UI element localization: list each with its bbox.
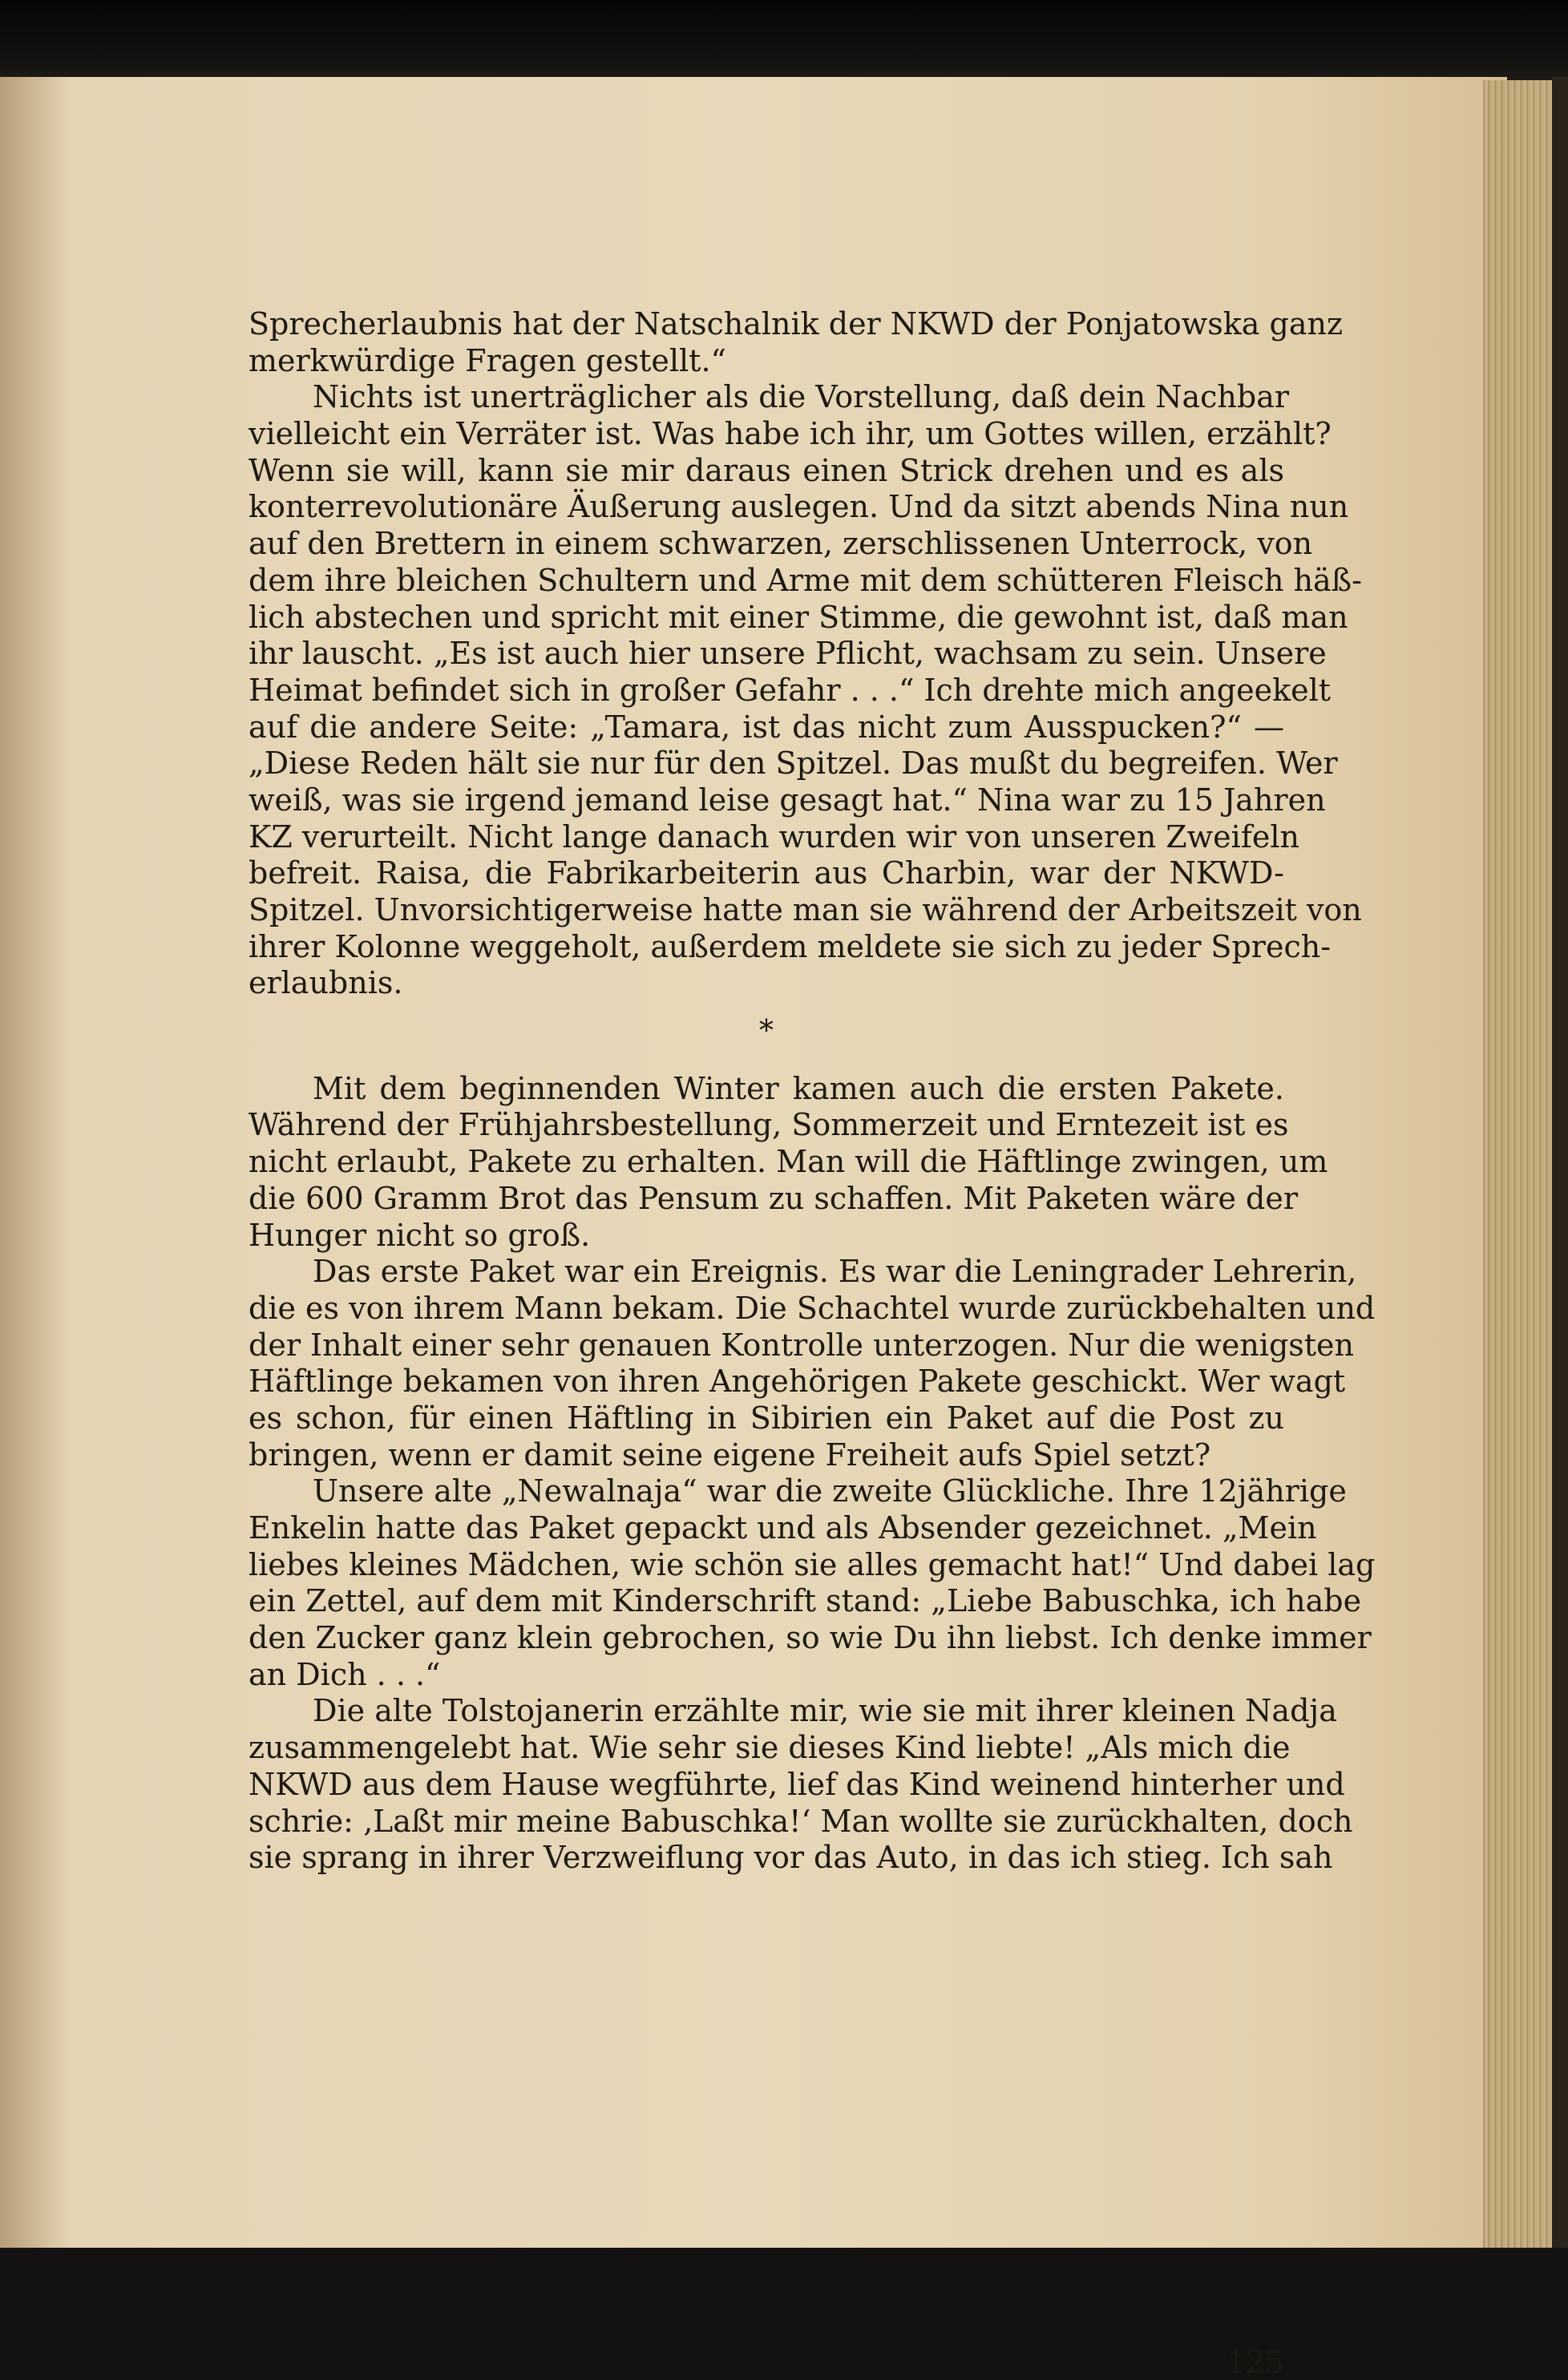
text-line: konterrevolutionäre Äußerung auslegen. Und da sitzt abends Nina nun: [249, 489, 1349, 525]
text-line: lich abstechen und spricht mit einer Stimme, die gewohnt ist, daß man: [249, 599, 1348, 635]
page-edges: [1483, 80, 1557, 2248]
text-line: Heimat befindet sich in großer Gefahr . . .“ Ich drehte mich angeekelt: [249, 672, 1332, 708]
text-line: ein Zettel, auf dem mit Kinderschrift stand: „Liebe Babuschka, ich habe: [249, 1583, 1362, 1619]
text-line: an Dich . . .“: [249, 1656, 441, 1692]
scanner-background: [0, 0, 1568, 80]
text-line: die es von ihrem Mann bekam. Die Schachtel wurde zurückbehalten und: [249, 1290, 1376, 1326]
text-line: vielleicht ein Verräter ist. Was habe ich ihr, um Gottes willen, erzählt?: [249, 416, 1332, 452]
text-line: Sprecherlaubnis hat der Natschalnik der NKWD der Ponjatowska ganz: [249, 306, 1343, 341]
text-line: der Inhalt einer sehr genauen Kontrolle unterzogen. Nur die wenigsten: [249, 1327, 1355, 1363]
text-line: nicht erlaubt, Pakete zu erhalten. Man will die Häftlinge zwingen, um: [249, 1144, 1328, 1180]
text-line: merkwürdige Fragen gestellt.“: [249, 342, 726, 378]
cover-edge: [1552, 77, 1568, 2248]
text-line: „Diese Reden hält sie nur für den Spitzel. Das mußt du begreifen. Wer: [249, 746, 1338, 782]
text-line: Während der Frühjahrsbestellung, Sommerzeit und Erntezeit ist es: [249, 1107, 1289, 1143]
text-line: Mit dem beginnenden Winter kamen auch die ersten Pakete.: [313, 1070, 1284, 1106]
text-line: den Zucker ganz klein gebrochen, so wie Du ihn liebst. Ich denke immer: [249, 1620, 1372, 1656]
text-line: dem ihre bleichen Schultern und Arme mit dem schütteren Fleisch häß-: [249, 562, 1362, 598]
spine-shadow: [0, 77, 72, 2248]
text-line: die 600 Gramm Brot das Pensum zu schaffen. Mit Paketen wäre der: [249, 1180, 1299, 1216]
text-line: ihr lauscht. „Es ist auch hier unsere Pflicht, wachsam zu sein. Unsere: [249, 636, 1327, 672]
text-line: NKWD aus dem Hause wegführte, lief das Kind weinend hinterher und: [249, 1766, 1345, 1802]
text-line: auf den Brettern in einem schwarzen, zerschlissenen Unterrock, von: [249, 526, 1313, 562]
text-line: ihrer Kolonne weggeholt, außerdem meldete sie sich zu jeder Sprech-: [249, 928, 1332, 964]
section-separator: *: [759, 1015, 774, 1049]
text-line: Die alte Tolstojanerin erzählte mir, wie sie mit ihrer kleinen Nadja: [313, 1693, 1337, 1729]
text-line: Das erste Paket war ein Ereignis. Es war die Leningrader Lehrerin,: [313, 1254, 1357, 1290]
text-line: Wenn sie will, kann sie mir daraus einen Strick drehen und es als: [249, 452, 1284, 488]
text-line: befreit. Raisa, die Fabrikarbeiterin aus Charbin, war der NKWD-: [249, 855, 1284, 891]
text-line: erlaubnis.: [249, 965, 403, 1001]
text-line: schrie: ‚Laßt mir meine Babuschka!‘ Man wollte sie zurückhalten, doch: [249, 1803, 1353, 1839]
text-line: Nichts ist unerträglicher als die Vorstellung, daß dein Nachbar: [313, 379, 1290, 415]
text-line: Enkelin hatte das Paket gepackt und als Absender gezeichnet. „Mein: [249, 1510, 1317, 1546]
text-line: bringen, wenn er damit seine eigene Freiheit aufs Spiel setzt?: [249, 1436, 1211, 1473]
text-line: es schon, für einen Häftling in Sibirien ein Paket auf die Post zu: [249, 1400, 1284, 1436]
text-line: Spitzel. Unvorsichtigerweise hatte man sie während der Arbeitszeit von: [249, 892, 1362, 927]
text-line: sie sprang in ihrer Verzweiflung vor das Auto, in das ich stieg. Ich sah: [249, 1840, 1333, 1876]
text-line: weiß, was sie irgend jemand leise gesagt hat.“ Nina war zu 15 Jahren: [249, 782, 1326, 818]
page-number: 125: [1226, 2345, 1284, 2380]
text-line: Häftlinge bekamen von ihren Angehörigen Pakete geschickt. Wer wagt: [249, 1364, 1346, 1400]
text-line: Hunger nicht so groß.: [249, 1217, 591, 1253]
text-line: liebes kleines Mädchen, wie schön sie alles gemacht hat!“ Und dabei lag: [249, 1546, 1376, 1582]
body-text: [249, 306, 1376, 1877]
text-line: KZ verurteilt. Nicht lange danach wurden wir von unseren Zweifeln: [249, 818, 1299, 855]
text-line: auf die andere Seite: „Tamara, ist das nicht zum Ausspucken?“ —: [249, 709, 1284, 745]
text-line: Unsere alte „Newalnaja“ war die zweite Glückliche. Ihre 12jährige: [313, 1473, 1347, 1509]
text-line: zusammengelebt hat. Wie sehr sie dieses Kind liebte! „Als mich die: [249, 1730, 1291, 1766]
